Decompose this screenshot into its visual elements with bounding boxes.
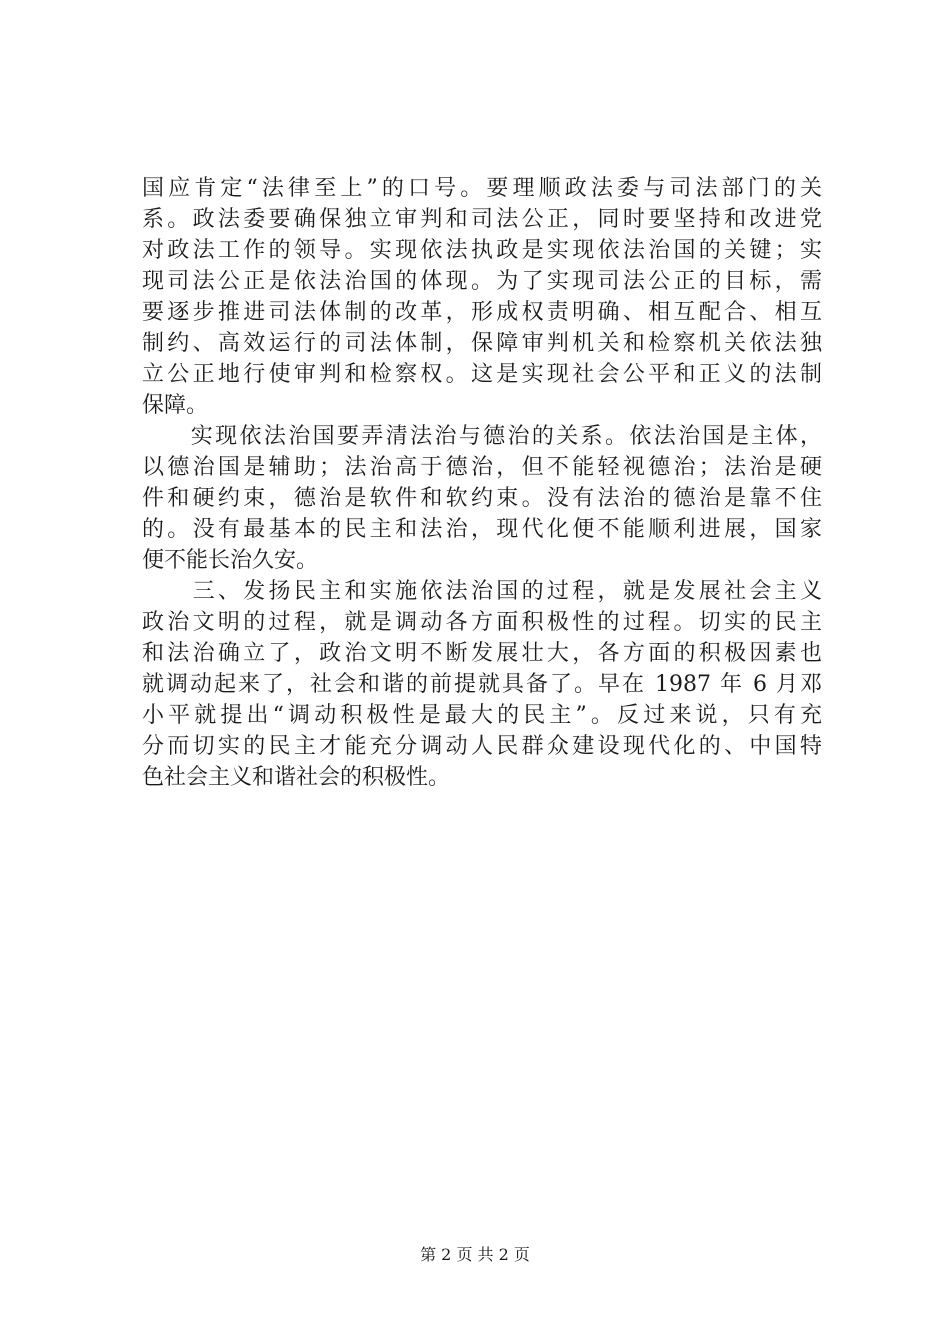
text-line: 现司法公正是依法治国的体现。为了实现司法公正的目标，需 [142, 269, 822, 294]
text-line: 的。没有最基本的民主和法治，现代化便不能顺利进展，国家 [142, 517, 822, 542]
text-line: 分而切实的民主才能充分调动人民群众建设现代化的、中国特 [142, 734, 822, 759]
text-line: 就调动起来了，社会和谐的前提就具备了。早在 1987 年 6 月邓 [142, 672, 822, 697]
text-line: 对政法工作的领导。实现依法执政是实现依法治国的关键；实 [142, 238, 822, 263]
text-line: 保障。 [142, 393, 209, 418]
text-line: 实现依法治国要弄清法治与德治的关系。依法治国是主体， [142, 424, 822, 449]
text-line: 色社会主义和谐社会的积极性。 [142, 765, 451, 790]
page-number: 第 2 页 共 2 页 [420, 1245, 530, 1264]
text-line: 件和硬约束，德治是软件和软约束。没有法治的德治是靠不住 [142, 486, 822, 511]
text-line: 和法治确立了，政治文明不断发展壮大，各方面的积极因素也 [142, 641, 822, 666]
text-line: 要逐步推进司法体制的改革，形成权责明确、相互配合、相互 [142, 300, 822, 325]
text-line: 系。政法委要确保独立审判和司法公正，同时要坚持和改进党 [142, 207, 822, 232]
paragraph [142, 421, 822, 576]
paragraph [142, 173, 822, 421]
text-line: 以德治国是辅助；法治高于德治，但不能轻视德治；法治是硬 [142, 455, 822, 480]
document-body [142, 173, 822, 793]
text-line: 国应肯定“法律至上”的口号。要理顺政法委与司法部门的关 [142, 176, 822, 201]
text-line: 小平就提出“调动积极性是最大的民主”。反过来说，只有充 [142, 703, 822, 728]
text-line: 政治文明的过程，就是调动各方面积极性的过程。切实的民主 [142, 610, 822, 635]
text-line: 三、发扬民主和实施依法治国的过程，就是发展社会主义 [142, 579, 822, 604]
paragraph [142, 576, 822, 793]
text-line: 便不能长治久安。 [142, 548, 319, 573]
page-footer [0, 1244, 950, 1266]
text-line: 制约、高效运行的司法体制，保障审判机关和检察机关依法独 [142, 331, 822, 356]
text-line: 立公正地行使审判和检察权。这是实现社会公平和正义的法制 [142, 362, 822, 387]
